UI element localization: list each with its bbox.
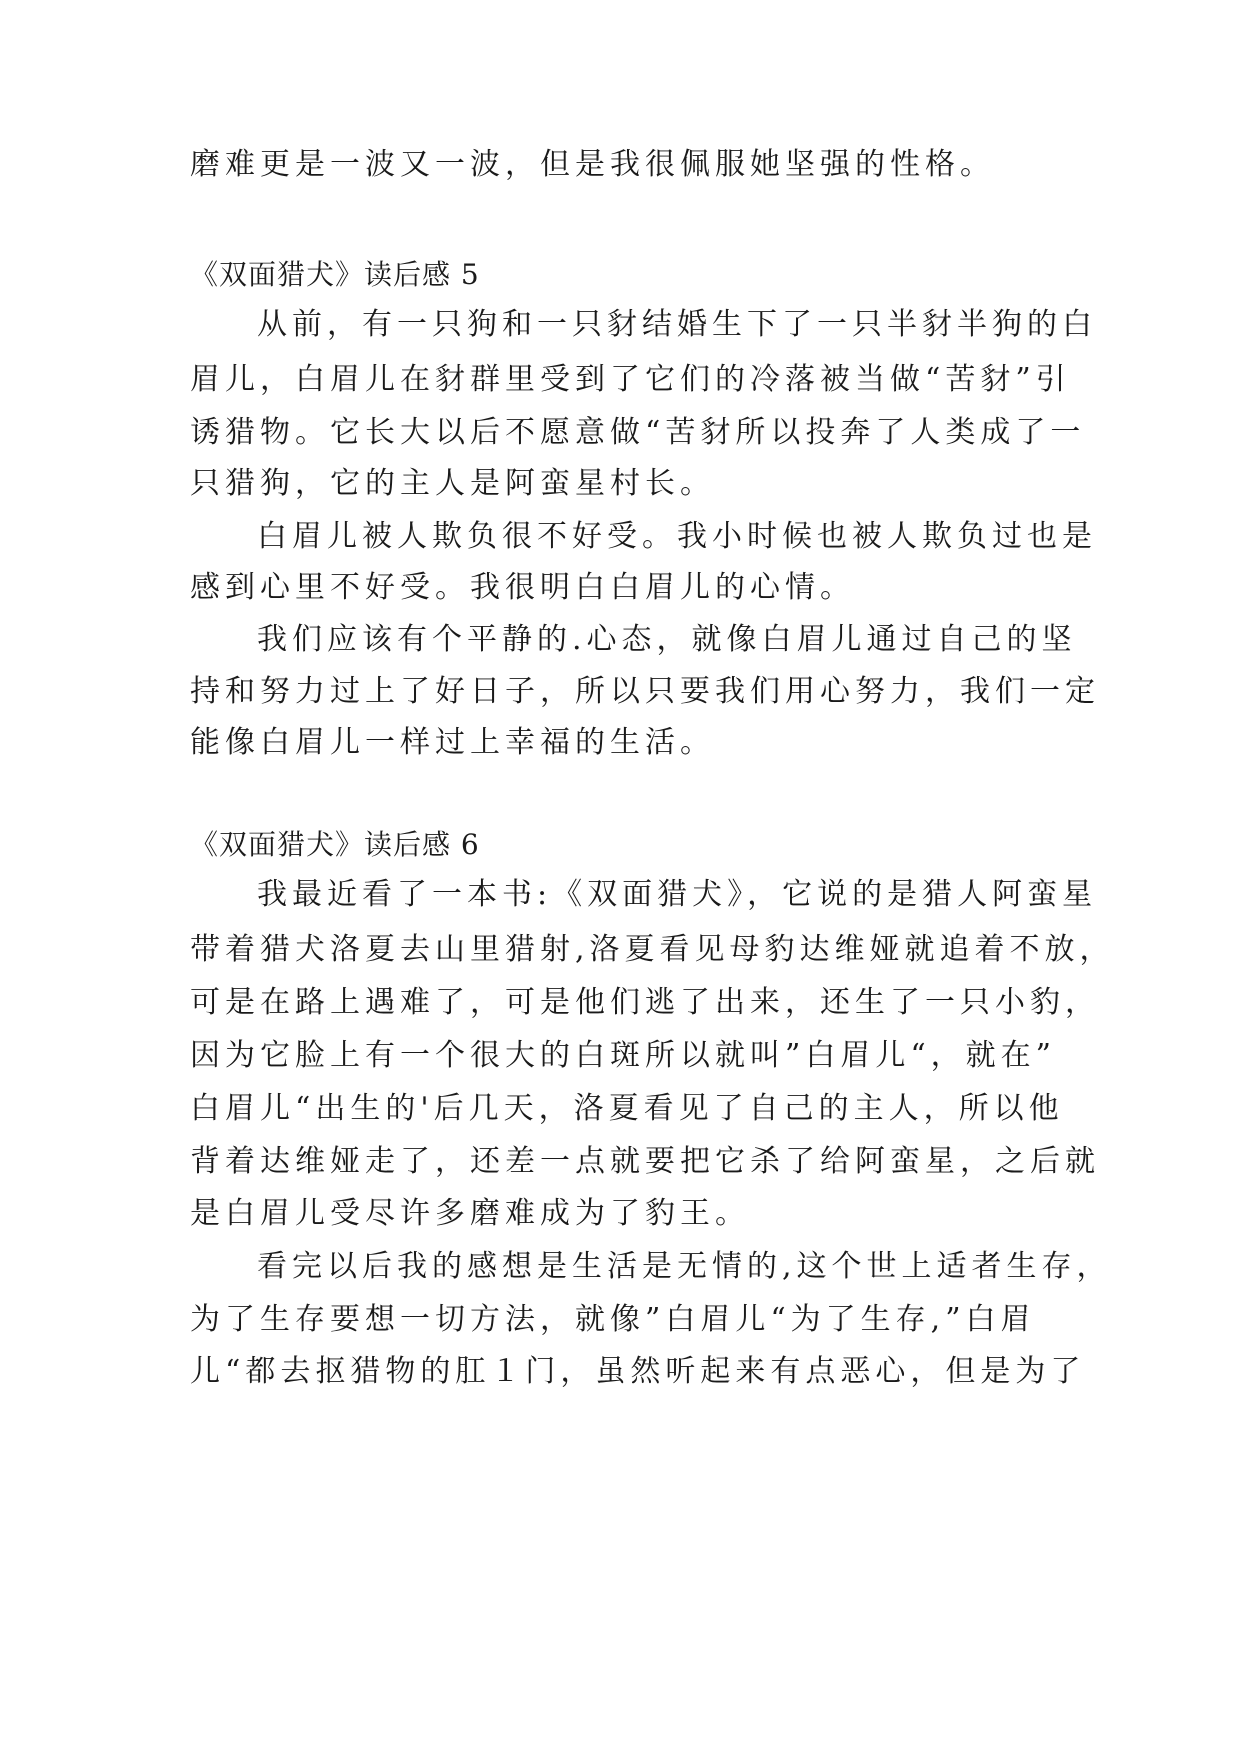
paragraph-line: 感到心里不好受。我很明白白眉儿的心情。 [190,570,855,605]
paragraph-line: 白眉儿被人欺负很不好受。我小时候也被人欺负过也是 [257,519,1097,554]
paragraph-line: 可是在路上遇难了，可是他们逃了出来，还生了一只小豹， [190,985,1100,1020]
paragraph-line: 背着达维娅走了，还差一点就要把它杀了给阿蛮星，之后就 [190,1144,1100,1179]
paragraph-line: 儿“都去抠猎物的肛１门，虽然听起来有点恶心，但是为了 [190,1354,1086,1389]
paragraph-line: 从前，有一只狗和一只豺结婚生下了一只半豺半狗的白 [257,307,1097,342]
paragraph-line: 为了生存要想一切方法，就像”白眉儿“为了生存,”白眉 [190,1302,1036,1337]
paragraph-line: 只猎狗，它的主人是阿蛮星村长。 [190,466,715,501]
section-heading-6: 《双面猎犬》读后感 6 [190,828,480,861]
paragraph-line: 因为它脸上有一个很大的白斑所以就叫”白眉儿“，就在” [190,1038,1057,1073]
paragraph-line: 持和努力过上了好日子，所以只要我们用心努力，我们一定 [190,674,1100,709]
paragraph-line: 带着猎犬洛夏去山里猎射,洛夏看见母豹达维娅就追着不放， [190,932,1115,967]
paragraph-line: 我最近看了一本书:《双面猎犬》，它说的是猎人阿蛮星 [257,877,1098,912]
paragraph-continuation: 磨难更是一波又一波，但是我很佩服她坚强的性格。 [190,147,995,182]
paragraph-line: 是白眉儿受尽许多磨难成为了豹王。 [190,1196,750,1231]
paragraph-line: 眉儿，白眉儿在豺群里受到了它们的冷落被当做“苦豺”引 [190,362,1071,397]
paragraph-line: 诱猎物。它长大以后不愿意做“苦豺所以投奔了人类成了一 [190,415,1086,450]
paragraph-line: 白眉儿“出生的'后几天，洛夏看见了自己的主人，所以他 [190,1091,1064,1126]
paragraph-line: 我们应该有个平静的.心态，就像白眉儿通过自己的坚 [257,622,1077,657]
section-heading-5: 《双面猎犬》读后感 5 [190,258,480,291]
paragraph-line: 看完以后我的感想是生活是无情的,这个世上适者生存， [257,1249,1112,1284]
paragraph-line: 能像白眉儿一样过上幸福的生活。 [190,725,715,760]
